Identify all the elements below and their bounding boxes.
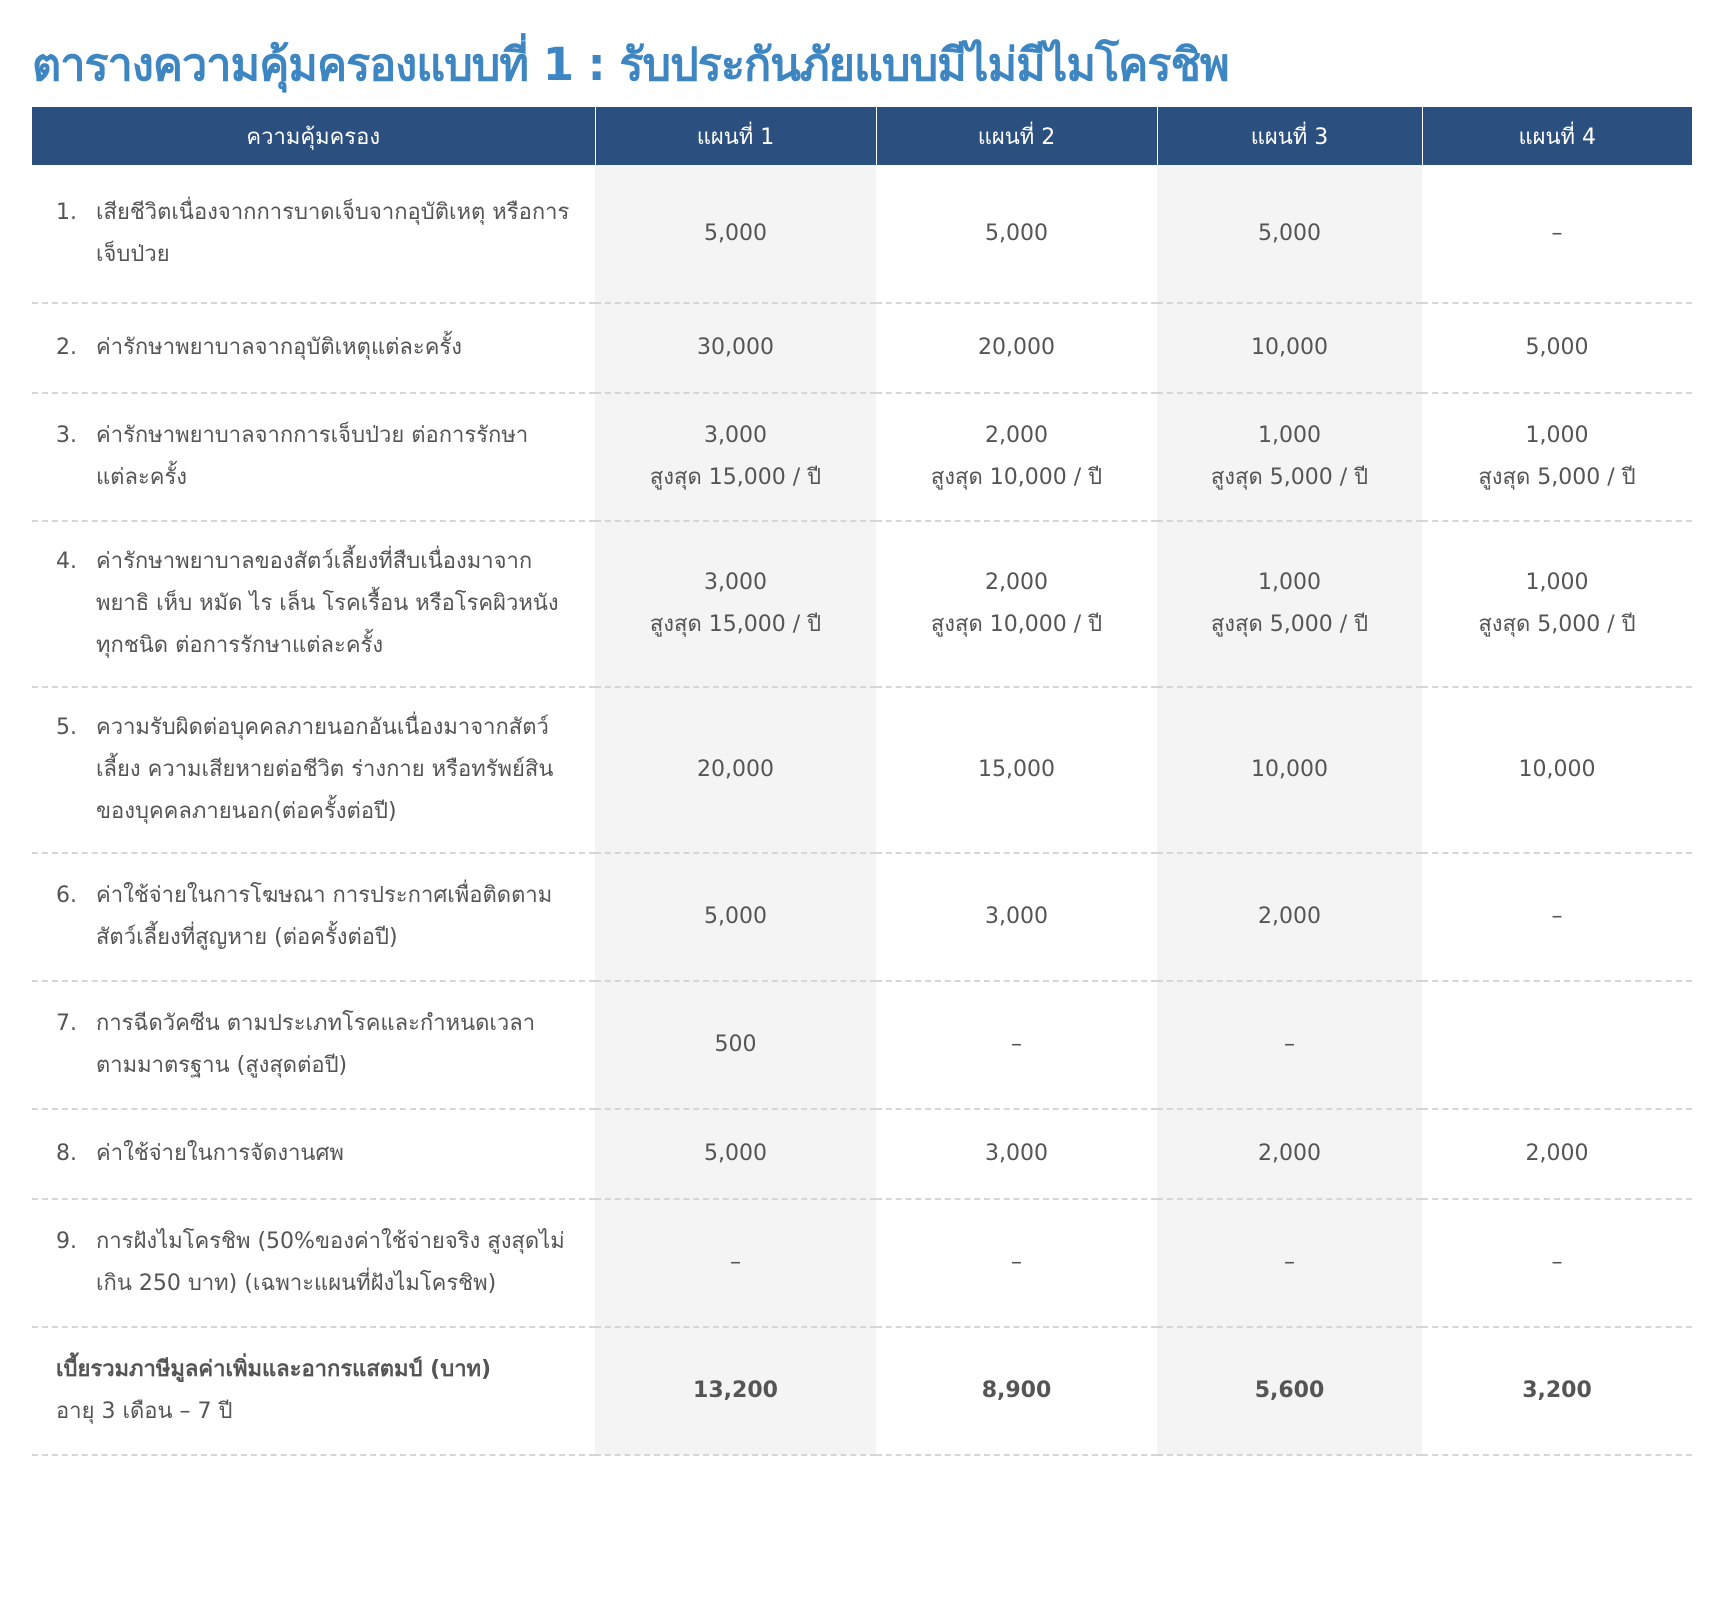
cell-line: 20,000 xyxy=(978,335,1055,360)
cell-line: 10,000 xyxy=(1251,335,1328,360)
table-row xyxy=(32,1109,1692,1199)
cell-line: 3,000 xyxy=(985,1141,1048,1166)
plan-2-value xyxy=(876,687,1157,853)
plan-3-value xyxy=(1157,981,1422,1109)
premium-plan-3: 5,600 xyxy=(1157,1327,1422,1455)
coverage-label: ค่าใช้จ่ายในการโฆษณา การประกาศเพื่อติดตามสัตว์เลี้ยงที่สูญหาย (ต่อครั้งต่อปี) xyxy=(96,883,553,950)
cell-line: – xyxy=(1551,1250,1563,1275)
table-body xyxy=(32,165,1692,1455)
coverage-label: ค่าใช้จ่ายในการจัดงานศพ xyxy=(96,1141,344,1166)
row-number: 8. xyxy=(56,1141,77,1166)
plan-3-value xyxy=(1157,853,1422,981)
cell-line: – xyxy=(1284,1032,1295,1057)
coverage-label: ค่ารักษาพยาบาลจากการเจ็บป่วย ต่อการรักษาแต่ละครั้ง xyxy=(96,423,529,490)
cell-line: 1,000 xyxy=(1525,570,1589,595)
plan-4-value xyxy=(1422,981,1692,1109)
table-row xyxy=(32,393,1692,521)
row-number: 4. xyxy=(56,549,77,574)
cell-line: – xyxy=(1011,1250,1022,1275)
cell-line: 15,000 xyxy=(978,757,1055,782)
table-row xyxy=(32,853,1692,981)
header-plan-3: แผนที่ 3 xyxy=(1157,107,1422,165)
coverage-label: การฝังไมโครชิพ (50%ของค่าใช้จ่ายจริง สูงสุดไม่เกิน 250 บาท) (เฉพาะแผนที่ฝังไมโครชิพ) xyxy=(96,1229,565,1296)
cell-line: 2,000 xyxy=(985,423,1048,448)
plan-2-value xyxy=(876,165,1157,303)
row-number: 2. xyxy=(56,335,77,360)
cell-line: 2,000 xyxy=(985,570,1048,595)
cell-line: 5,000 xyxy=(704,1141,767,1166)
header-plan-4: แผนที่ 4 xyxy=(1422,107,1692,165)
coverage-label-cell xyxy=(32,393,595,521)
premium-age-range: อายุ 3 เดือน – 7 ปี xyxy=(56,1399,233,1424)
table-row xyxy=(32,687,1692,853)
plan-2-value xyxy=(876,393,1157,521)
premium-label: เบี้ยรวมภาษีมูลค่าเพิ่มและอากรแสตมป์ (บาท) xyxy=(56,1357,492,1382)
table-row xyxy=(32,981,1692,1109)
plan-3-value xyxy=(1157,687,1422,853)
row-number: 3. xyxy=(56,423,77,448)
coverage-label-cell xyxy=(32,981,595,1109)
plan-3-value xyxy=(1157,303,1422,393)
premium-plan-2: 8,900 xyxy=(876,1327,1157,1455)
plan-2-value xyxy=(876,303,1157,393)
cell-line: 10,000 xyxy=(1518,757,1596,782)
plan-1-value xyxy=(595,393,876,521)
plan-4-value xyxy=(1422,687,1692,853)
plan-3-value xyxy=(1157,165,1422,303)
cell-line: สูงสุด 15,000 / ปี xyxy=(649,612,822,637)
cell-line: 1,000 xyxy=(1258,423,1321,448)
cell-line: 2,000 xyxy=(1258,904,1321,929)
cell-line: 30,000 xyxy=(697,335,774,360)
cell-line: – xyxy=(730,1250,741,1275)
coverage-label: ความรับผิดต่อบุคคลภายนอกอันเนื่องมาจากสัตว์เลี้ยง ความเสียหายต่อชีวิต ร่างกาย หรือทรัพย์สิน ของบุคคลภายนอก(ต่อครั้งต่อปี) xyxy=(96,715,554,824)
table-row xyxy=(32,1199,1692,1327)
row-number: 7. xyxy=(56,1011,77,1036)
cell-line: 3,000 xyxy=(704,423,767,448)
coverage-label: ค่ารักษาพยาบาลจากอุบัติเหตุแต่ละครั้ง xyxy=(96,335,462,360)
plan-2-value xyxy=(876,521,1157,687)
plan-1-value xyxy=(595,853,876,981)
coverage-table xyxy=(32,107,1692,1456)
cell-line: – xyxy=(1284,1250,1295,1275)
plan-4-value xyxy=(1422,853,1692,981)
plan-3-value xyxy=(1157,1199,1422,1327)
cell-line: 5,000 xyxy=(704,220,767,246)
plan-1-value xyxy=(595,981,876,1109)
coverage-label: ค่ารักษาพยาบาลของสัตว์เลี้ยงที่สืบเนื่องมาจาก พยาธิ เห็บ หมัด ไร เล็น โรคเรื้อน หรือโรคผิวหนังทุกชนิด ต่อการรักษาแต่ละครั้ง xyxy=(96,549,559,658)
cell-line: สูงสุด 5,000 / ปี xyxy=(1210,612,1369,637)
cell-line: สูงสุด 5,000 / ปี xyxy=(1478,465,1636,490)
plan-1-value xyxy=(595,687,876,853)
plan-4-value xyxy=(1422,303,1692,393)
cell-line: 2,000 xyxy=(1525,1141,1589,1166)
cell-line: 500 xyxy=(714,1032,757,1057)
plan-2-value xyxy=(876,1109,1157,1199)
coverage-label: เสียชีวิตเนื่องจากการบาดเจ็บจากอุบัติเหตุ หรือการเจ็บป่วย xyxy=(96,199,570,267)
premium-total-row xyxy=(32,1327,1692,1455)
plan-4-value xyxy=(1422,521,1692,687)
plan-3-value xyxy=(1157,1109,1422,1199)
cell-line: 2,000 xyxy=(1258,1141,1321,1166)
coverage-label-cell xyxy=(32,1109,595,1199)
cell-line: – xyxy=(1011,1032,1022,1057)
cell-line: 5,000 xyxy=(704,904,767,929)
coverage-label-cell xyxy=(32,521,595,687)
coverage-label-cell xyxy=(32,303,595,393)
row-number: 5. xyxy=(56,715,77,740)
table-row xyxy=(32,165,1692,303)
plan-1-value xyxy=(595,165,876,303)
cell-line: สูงสุด 5,000 / ปี xyxy=(1210,465,1369,490)
premium-plan-1: 13,200 xyxy=(595,1327,876,1455)
table-row xyxy=(32,303,1692,393)
coverage-label-cell xyxy=(32,853,595,981)
premium-label-cell xyxy=(32,1327,595,1455)
plan-2-value xyxy=(876,1199,1157,1327)
cell-line: 5,000 xyxy=(985,220,1048,246)
cell-line: 1,000 xyxy=(1525,423,1589,448)
cell-line: 5,000 xyxy=(1525,335,1589,360)
cell-line: 1,000 xyxy=(1258,570,1321,595)
cell-line: สูงสุด 15,000 / ปี xyxy=(649,465,822,490)
table-header-row xyxy=(32,107,1692,165)
coverage-label-cell xyxy=(32,165,595,303)
coverage-label-cell xyxy=(32,1199,595,1327)
plan-1-value xyxy=(595,303,876,393)
plan-4-value xyxy=(1422,1109,1692,1199)
plan-4-value xyxy=(1422,393,1692,521)
cell-line: 5,000 xyxy=(1258,220,1321,246)
row-number: 9. xyxy=(56,1229,77,1254)
cell-line: 3,000 xyxy=(985,904,1048,929)
coverage-label-cell xyxy=(32,687,595,853)
premium-plan-4: 3,200 xyxy=(1422,1327,1692,1455)
table-row xyxy=(32,521,1692,687)
coverage-label: การฉีดวัคซีน ตามประเภทโรคและกำหนดเวลาตามมาตรฐาน (สูงสุดต่อปี) xyxy=(96,1011,536,1078)
cell-line: สูงสุด 10,000 / ปี xyxy=(930,612,1103,637)
plan-1-value xyxy=(595,521,876,687)
page-title: ตารางความคุ้มครองแบบที่ 1 : รับประกันภัยแบบมีไม่มีไมโครชิพ xyxy=(32,38,1229,91)
header-plan-2: แผนที่ 2 xyxy=(876,107,1157,165)
plan-4-value xyxy=(1422,165,1692,303)
cell-line: 10,000 xyxy=(1251,757,1328,782)
plan-3-value xyxy=(1157,393,1422,521)
plan-1-value xyxy=(595,1109,876,1199)
cell-line: 3,000 xyxy=(704,570,767,595)
plan-3-value xyxy=(1157,521,1422,687)
cell-line: – xyxy=(1551,904,1563,929)
plan-2-value xyxy=(876,853,1157,981)
cell-line: สูงสุด 10,000 / ปี xyxy=(930,465,1103,490)
cell-line: – xyxy=(1551,220,1563,246)
plan-4-value xyxy=(1422,1199,1692,1327)
header-coverage: ความคุ้มครอง xyxy=(32,107,595,165)
plan-1-value xyxy=(595,1199,876,1327)
plan-2-value xyxy=(876,981,1157,1109)
row-number: 6. xyxy=(56,883,77,908)
header-plan-1: แผนที่ 1 xyxy=(595,107,876,165)
cell-line: 20,000 xyxy=(697,757,774,782)
cell-line: สูงสุด 5,000 / ปี xyxy=(1478,612,1636,637)
row-number: 1. xyxy=(56,199,77,225)
